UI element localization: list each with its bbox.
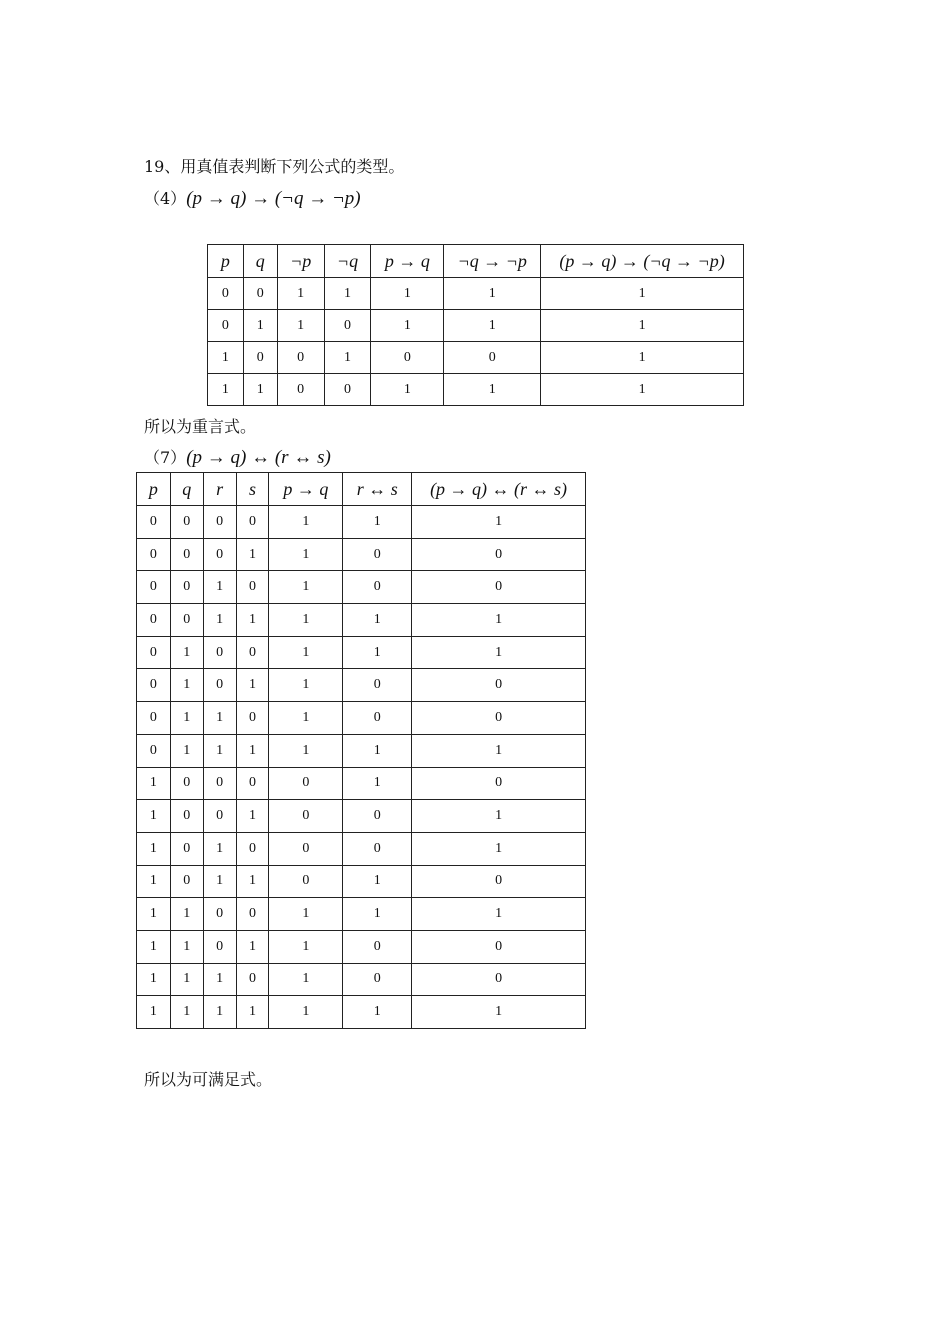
part7-conclusion: 所以为可满足式。 bbox=[144, 1070, 273, 1089]
table-cell: 1 bbox=[203, 734, 236, 767]
table-cell: 1 bbox=[343, 506, 412, 539]
table-cell: 1 bbox=[371, 310, 444, 342]
table-cell: 1 bbox=[170, 996, 203, 1029]
table-cell: 0 bbox=[269, 800, 343, 833]
table-cell: 0 bbox=[412, 963, 586, 996]
column-header: ¬q bbox=[324, 245, 371, 278]
table-row bbox=[137, 571, 586, 604]
table-cell: 0 bbox=[137, 506, 171, 539]
table-cell: 1 bbox=[236, 996, 269, 1029]
table-cell: 1 bbox=[541, 374, 744, 406]
truth-table-part4 bbox=[207, 244, 744, 406]
table-cell: 0 bbox=[412, 930, 586, 963]
table-cell: 0 bbox=[324, 310, 371, 342]
table-cell: 1 bbox=[170, 963, 203, 996]
table-header-row bbox=[208, 245, 744, 278]
table-cell: 0 bbox=[137, 604, 171, 637]
column-header: p → q bbox=[269, 473, 343, 506]
table-cell: 0 bbox=[236, 898, 269, 931]
table-cell: 0 bbox=[269, 767, 343, 800]
part4-conclusion: 所以为重言式。 bbox=[144, 417, 257, 436]
table-cell: 0 bbox=[236, 963, 269, 996]
table-cell: 0 bbox=[277, 374, 324, 406]
table-cell: 1 bbox=[343, 636, 412, 669]
problem-heading: 19、用真值表判断下列公式的类型。 bbox=[144, 157, 405, 176]
column-header: p bbox=[137, 473, 171, 506]
table-cell: 0 bbox=[137, 702, 171, 735]
truth-table-body bbox=[208, 278, 744, 406]
table-cell: 0 bbox=[412, 767, 586, 800]
table-cell: 0 bbox=[412, 865, 586, 898]
table-cell: 0 bbox=[343, 538, 412, 571]
table-cell: 1 bbox=[170, 669, 203, 702]
table-cell: 1 bbox=[412, 898, 586, 931]
table-cell: 0 bbox=[412, 669, 586, 702]
table-cell: 1 bbox=[269, 930, 343, 963]
table-cell: 0 bbox=[170, 800, 203, 833]
part4-header bbox=[144, 189, 361, 209]
table-cell: 0 bbox=[170, 832, 203, 865]
table-cell: 0 bbox=[444, 342, 541, 374]
table-cell: 0 bbox=[236, 767, 269, 800]
table-row bbox=[137, 702, 586, 735]
table-cell: 0 bbox=[170, 865, 203, 898]
table-cell: 1 bbox=[412, 832, 586, 865]
table-cell: 0 bbox=[243, 278, 277, 310]
table-cell: 1 bbox=[137, 898, 171, 931]
table-cell: 0 bbox=[343, 669, 412, 702]
table-row bbox=[137, 800, 586, 833]
table-cell: 0 bbox=[203, 636, 236, 669]
table-cell: 1 bbox=[269, 669, 343, 702]
table-row bbox=[208, 342, 744, 374]
column-header: q bbox=[243, 245, 277, 278]
table-cell: 1 bbox=[170, 898, 203, 931]
table-cell: 1 bbox=[541, 278, 744, 310]
table-cell: 1 bbox=[208, 374, 244, 406]
table-cell: 0 bbox=[324, 374, 371, 406]
column-header: q bbox=[170, 473, 203, 506]
table-cell: 0 bbox=[236, 571, 269, 604]
table-cell: 1 bbox=[236, 669, 269, 702]
table-cell: 0 bbox=[412, 538, 586, 571]
table-row bbox=[137, 767, 586, 800]
table-cell: 1 bbox=[236, 538, 269, 571]
table-cell: 1 bbox=[269, 636, 343, 669]
table-cell: 0 bbox=[343, 702, 412, 735]
table-cell: 1 bbox=[269, 604, 343, 637]
part7-label: （7） bbox=[144, 448, 187, 467]
table-cell: 1 bbox=[236, 865, 269, 898]
table-row bbox=[137, 865, 586, 898]
table-cell: 1 bbox=[269, 538, 343, 571]
table-cell: 1 bbox=[236, 604, 269, 637]
table-cell: 0 bbox=[203, 898, 236, 931]
table-cell: 0 bbox=[236, 506, 269, 539]
column-header: s bbox=[236, 473, 269, 506]
table-cell: 0 bbox=[236, 636, 269, 669]
table-cell: 1 bbox=[243, 374, 277, 406]
column-header: r ↔ s bbox=[343, 473, 412, 506]
table-cell: 1 bbox=[277, 310, 324, 342]
table-cell: 1 bbox=[343, 734, 412, 767]
table-cell: 1 bbox=[343, 767, 412, 800]
table-header-row bbox=[137, 473, 586, 506]
table-cell: 1 bbox=[243, 310, 277, 342]
part7-header bbox=[144, 448, 331, 468]
table-row bbox=[137, 636, 586, 669]
table-row bbox=[137, 669, 586, 702]
truth-table-part7 bbox=[136, 472, 586, 1029]
table-cell: 1 bbox=[277, 278, 324, 310]
table-cell: 1 bbox=[444, 374, 541, 406]
table-cell: 1 bbox=[203, 702, 236, 735]
table-row bbox=[137, 538, 586, 571]
truth-table-body bbox=[137, 506, 586, 1029]
table-cell: 0 bbox=[137, 636, 171, 669]
table-cell: 1 bbox=[371, 374, 444, 406]
table-cell: 0 bbox=[208, 310, 244, 342]
table-cell: 0 bbox=[137, 734, 171, 767]
table-cell: 1 bbox=[208, 342, 244, 374]
table-cell: 1 bbox=[203, 963, 236, 996]
table-cell: 1 bbox=[203, 604, 236, 637]
table-cell: 0 bbox=[343, 800, 412, 833]
table-cell: 0 bbox=[203, 538, 236, 571]
part4-formula: (p → q) → (¬q → ¬p) bbox=[186, 188, 361, 209]
table-cell: 1 bbox=[412, 636, 586, 669]
table-cell: 0 bbox=[236, 832, 269, 865]
table-cell: 1 bbox=[137, 963, 171, 996]
table-row bbox=[137, 734, 586, 767]
table-cell: 1 bbox=[170, 636, 203, 669]
part4-label: （4） bbox=[144, 189, 187, 208]
table-cell: 1 bbox=[343, 898, 412, 931]
table-cell: 1 bbox=[236, 930, 269, 963]
table-cell: 1 bbox=[137, 767, 171, 800]
table-cell: 0 bbox=[343, 930, 412, 963]
table-cell: 1 bbox=[412, 996, 586, 1029]
table-cell: 1 bbox=[269, 996, 343, 1029]
table-row bbox=[208, 278, 744, 310]
column-header: r bbox=[203, 473, 236, 506]
table-row bbox=[208, 374, 744, 406]
table-row bbox=[208, 310, 744, 342]
table-cell: 1 bbox=[444, 310, 541, 342]
table-row bbox=[137, 604, 586, 637]
table-cell: 1 bbox=[236, 734, 269, 767]
table-cell: 1 bbox=[324, 342, 371, 374]
table-cell: 1 bbox=[203, 571, 236, 604]
table-cell: 0 bbox=[137, 669, 171, 702]
table-cell: 1 bbox=[170, 930, 203, 963]
table-cell: 0 bbox=[343, 832, 412, 865]
table-cell: 0 bbox=[170, 506, 203, 539]
table-cell: 0 bbox=[203, 767, 236, 800]
table-cell: 1 bbox=[203, 832, 236, 865]
table-cell: 0 bbox=[208, 278, 244, 310]
table-cell: 1 bbox=[343, 996, 412, 1029]
column-header: p bbox=[208, 245, 244, 278]
table-cell: 0 bbox=[170, 538, 203, 571]
table-cell: 1 bbox=[137, 800, 171, 833]
table-cell: 0 bbox=[236, 702, 269, 735]
table-cell: 0 bbox=[203, 930, 236, 963]
table-cell: 1 bbox=[343, 865, 412, 898]
column-header: p → q bbox=[371, 245, 444, 278]
table-cell: 1 bbox=[269, 898, 343, 931]
table-cell: 1 bbox=[412, 604, 586, 637]
table-cell: 1 bbox=[137, 930, 171, 963]
table-cell: 0 bbox=[412, 571, 586, 604]
table-cell: 0 bbox=[170, 767, 203, 800]
table-cell: 1 bbox=[269, 506, 343, 539]
table-cell: 1 bbox=[444, 278, 541, 310]
table-cell: 1 bbox=[137, 865, 171, 898]
table-row bbox=[137, 930, 586, 963]
table-cell: 0 bbox=[170, 604, 203, 637]
table-cell: 0 bbox=[243, 342, 277, 374]
table-cell: 1 bbox=[269, 734, 343, 767]
table-cell: 0 bbox=[203, 506, 236, 539]
table-cell: 0 bbox=[269, 832, 343, 865]
table-cell: 1 bbox=[137, 996, 171, 1029]
column-header: ¬p bbox=[277, 245, 324, 278]
table-cell: 1 bbox=[170, 702, 203, 735]
table-row bbox=[137, 996, 586, 1029]
table-cell: 0 bbox=[412, 702, 586, 735]
table-cell: 0 bbox=[137, 571, 171, 604]
table-cell: 1 bbox=[170, 734, 203, 767]
column-header: (p → q) ↔ (r ↔ s) bbox=[412, 473, 586, 506]
table-cell: 1 bbox=[269, 702, 343, 735]
table-cell: 0 bbox=[343, 571, 412, 604]
table-cell: 1 bbox=[203, 996, 236, 1029]
table-cell: 0 bbox=[203, 669, 236, 702]
table-row bbox=[137, 963, 586, 996]
table-cell: 1 bbox=[269, 963, 343, 996]
table-cell: 1 bbox=[412, 734, 586, 767]
table-cell: 1 bbox=[371, 278, 444, 310]
table-cell: 0 bbox=[277, 342, 324, 374]
table-cell: 1 bbox=[541, 310, 744, 342]
table-cell: 0 bbox=[371, 342, 444, 374]
table-cell: 1 bbox=[412, 506, 586, 539]
table-cell: 1 bbox=[236, 800, 269, 833]
table-cell: 0 bbox=[137, 538, 171, 571]
table-cell: 1 bbox=[343, 604, 412, 637]
table-cell: 1 bbox=[137, 832, 171, 865]
table-cell: 0 bbox=[343, 963, 412, 996]
table-row bbox=[137, 506, 586, 539]
table-cell: 1 bbox=[203, 865, 236, 898]
table-row bbox=[137, 832, 586, 865]
table-cell: 0 bbox=[269, 865, 343, 898]
table-row bbox=[137, 898, 586, 931]
column-header: (p → q) → (¬q → ¬p) bbox=[541, 245, 744, 278]
table-cell: 1 bbox=[541, 342, 744, 374]
table-cell: 0 bbox=[203, 800, 236, 833]
table-cell: 0 bbox=[170, 571, 203, 604]
table-cell: 1 bbox=[269, 571, 343, 604]
table-cell: 1 bbox=[412, 800, 586, 833]
column-header: ¬q → ¬p bbox=[444, 245, 541, 278]
table-cell: 1 bbox=[324, 278, 371, 310]
part7-formula: (p → q) ↔ (r ↔ s) bbox=[186, 447, 331, 468]
